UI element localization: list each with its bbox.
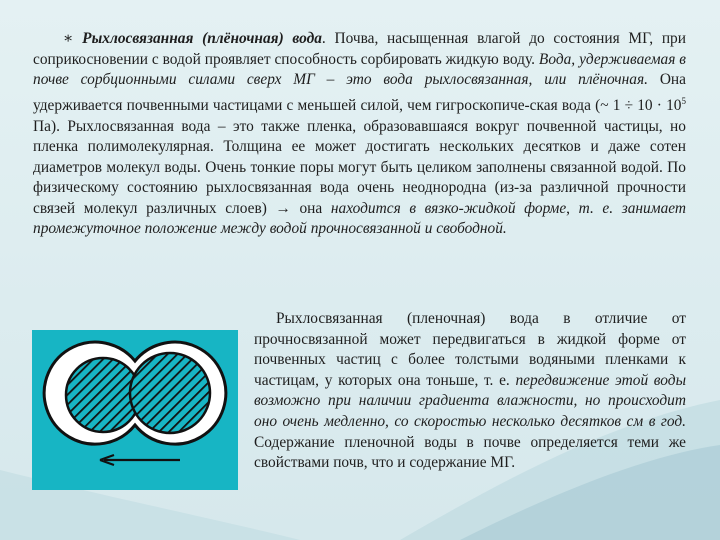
particles-film-illustration: [32, 330, 238, 490]
large-particle: [130, 353, 210, 433]
text-segment: Па). Рыхлосвязанная вода – это также пленка, образовавшаяся вокруг почвенной частицы, но пленка полимолекулярная. Толщина ее может достигать нескольких десятков и даже сотен диаметров молекул воды. Очень тонкие поры могут быть целиком заполнены связанной водой. По физическому состоянию рыхлосвязанная вода очень неоднородна (из-за различной прочности связей молекул различных слоев) → она: [33, 117, 686, 217]
emphasis-text: находится в вязко-жидкой форме: [330, 199, 567, 217]
paragraph-2: [254, 309, 686, 474]
text-segment: . Почва, насыщенная влагой до состояния МГ, при соприкосновении с водой проявляет способность сорбировать жидкую воду.: [33, 30, 686, 68]
exponent: 5: [681, 95, 686, 106]
soil-particles-diagram: [32, 330, 238, 490]
text-segment: Она удерживается почвенными частицами с меньшей силой, чем гигроскопиче-ская вода (~ 1 ÷ 10 · 10: [33, 71, 686, 114]
text-segment: Рыхлосвязанная (пленочная) вода в отличие от прочносвязанной может передвигаться в жидкой форме от почвенных частиц с более толстыми водяными пленками к частицам, у которых она тоньше, т. е.: [254, 310, 686, 389]
text-segment: ,: [566, 199, 579, 217]
arrow-left-icon: [100, 455, 180, 465]
emphasis-text: т. е. занимает промежуточное положение между водой прочносвязанной и свободной.: [33, 199, 687, 238]
bullet-icon: ∗: [63, 30, 74, 47]
paragraph-1: [33, 29, 686, 240]
term-heading: Рыхлосвязанная (плёночная) вода: [82, 30, 322, 47]
definition-text: Вода, удерживаемая в почве сорбционными силами сверх МГ – это вода рыхлосвязанная, или плёночная.: [33, 50, 686, 89]
text-segment: Содержание пленочной воды в почве определяется теми же свойствами почв, что и содержание МГ.: [254, 433, 686, 472]
emphasis-text: передвижение этой воды возможно при наличии градиента влажности, но происходит оно очень медленно, со скоростью несколько десятков см в год.: [254, 371, 686, 430]
